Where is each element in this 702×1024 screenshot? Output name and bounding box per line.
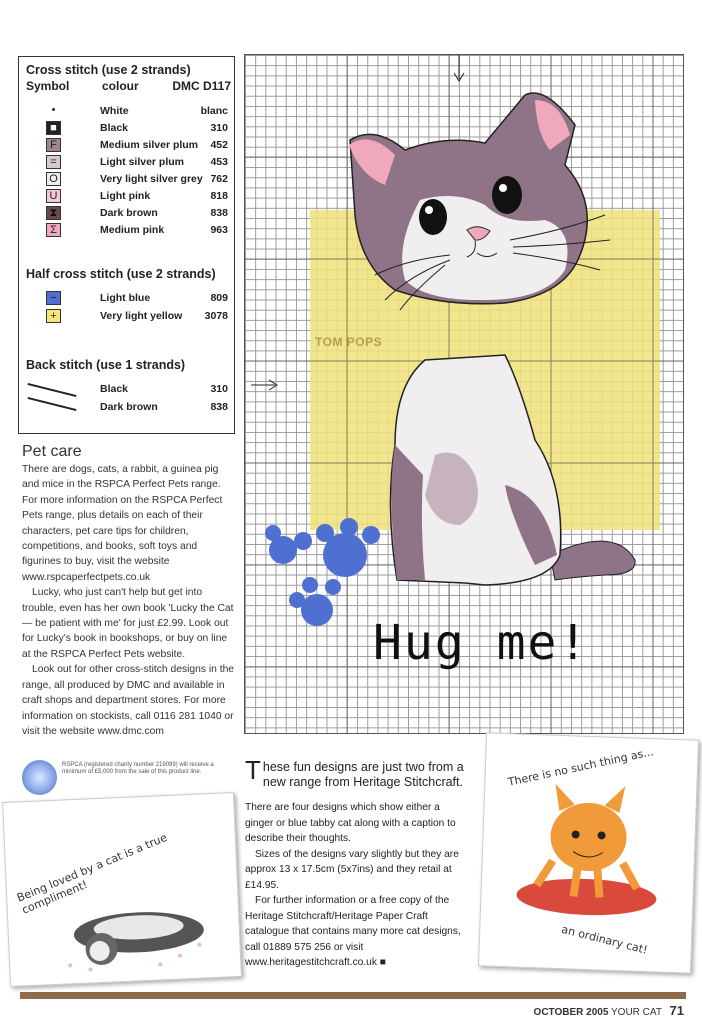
pet-care-paragraph: Look out for other cross-stitch designs in the range, all produced by DMC and available in craft shops and department stores. For more information on stockists, call 0116 281 1040 or visit the website www.dmc.com (22, 664, 235, 737)
stitch-key (18, 56, 235, 434)
pet-care-body (22, 462, 235, 739)
center-arrow-left-icon (251, 380, 277, 390)
colour-code: 838 (210, 207, 228, 219)
drop-cap: T (245, 755, 261, 785)
article-paragraph: For further information or a free copy of the Heritage Stitchcraft/Heritage Paper Craft catalogue that contains many more cat designs, call 01889 575 256 or visit www.heritagestitchcraft.co.uk ■ (245, 895, 461, 968)
colour-code: 3078 (204, 310, 228, 322)
issue-date: OCTOBER 2005 (533, 1007, 609, 1018)
colour-code: 310 (210, 122, 228, 134)
cross-stitch-title: Cross stitch (use 2 strands) (26, 63, 191, 77)
colour-name: White (100, 105, 129, 117)
article-paragraph: Sizes of the designs vary slightly but they are approx 13 x 17.5cm (5x7ins) and they retail at £14.95. (245, 848, 459, 891)
header-dmc: DMC D117 (172, 79, 231, 93)
colour-code: blanc (200, 105, 228, 117)
card-caption-top: There is no such thing as... (506, 745, 655, 789)
colour-name: Black (100, 122, 129, 134)
magazine-name: YOUR CAT (611, 1007, 662, 1018)
key-row (19, 290, 236, 307)
key-row (19, 171, 236, 188)
key-row (19, 381, 236, 398)
colour-name: Very light yellow (100, 310, 183, 322)
hug-me-caption: Hug me! (373, 615, 590, 671)
colour-name: Black (100, 383, 129, 395)
page-footer (534, 1003, 684, 1018)
cat-eye-right (492, 176, 522, 214)
cross-stitch-chart (244, 54, 684, 734)
lying-cat-illustration (3, 793, 241, 986)
colour-name: Medium silver plum (100, 139, 199, 151)
chart-watermark: TOM POPS (315, 335, 383, 349)
header-symbol: Symbol (26, 79, 70, 93)
pet-care-paragraph: There are dogs, cats, a rabbit, a guinea pig and mice in the RSPCA Perfect Pets range. For more information on the RSPCA Perfect Pets range, plus details on each of their characters, pet care tips for children, competitions, and books, soft toys and figurines to buy, visit the website www.rspcaperfectpets.co.uk (22, 464, 223, 583)
header-colour: colour (102, 79, 139, 93)
footer-bar (20, 992, 686, 999)
colour-code: 762 (210, 173, 228, 185)
page-number: 71 (669, 1003, 684, 1018)
key-row (19, 205, 236, 222)
pet-care-heading: Pet care (22, 443, 82, 460)
key-row (19, 308, 236, 325)
article-text (245, 755, 467, 971)
card-caption: Being loved by a cat is a true compliment! (15, 830, 170, 917)
key-row (19, 103, 236, 120)
card-ordinary-cat (478, 732, 699, 973)
cat-tail (550, 541, 635, 580)
symbol-cell: ■ (46, 121, 61, 135)
symbol-cell: ⧗ (46, 206, 61, 220)
colour-code: 453 (210, 156, 228, 168)
colour-code: 310 (210, 383, 228, 395)
rspca-note: RSPCA (registered charity number 219099) will receive a minimum of £5,000 from the sale of this product line. (62, 762, 214, 775)
symbol-cell: U (46, 189, 61, 203)
paw-prints (265, 518, 380, 626)
article-lead (245, 755, 467, 790)
colour-code: 452 (210, 139, 228, 151)
eye-highlight (425, 206, 433, 214)
colour-name: Very light silver grey (100, 173, 203, 185)
colour-code: 809 (210, 292, 228, 304)
colour-name: Dark brown (100, 207, 158, 219)
symbol-cell: = (46, 155, 61, 169)
article-body (245, 800, 467, 971)
cat-eye-left (419, 199, 447, 235)
symbol-cell: − (46, 291, 61, 305)
rspca-logo (22, 760, 57, 795)
article-paragraph: There are four designs which show either a ginger or blue tabby cat along with a caption to describe their thoughts. (245, 802, 456, 844)
colour-name: Light silver plum (100, 156, 185, 168)
symbol-cell: + (46, 309, 61, 323)
colour-code: 838 (210, 401, 228, 413)
key-row (19, 399, 236, 416)
card-caption-bottom: an ordinary cat! (560, 922, 649, 957)
key-row (19, 188, 236, 205)
symbol-cell: Σ (46, 223, 61, 237)
colour-code: 963 (210, 224, 228, 236)
symbol-cell: F (46, 138, 61, 152)
key-row (19, 120, 236, 137)
colour-name: Light blue (100, 292, 151, 304)
key-row (19, 137, 236, 154)
colour-name: Light pink (100, 190, 151, 202)
colour-name: Dark brown (100, 401, 158, 413)
back-stitch-title: Back stitch (use 1 strands) (26, 358, 186, 372)
key-row (19, 154, 236, 171)
eye-highlight (499, 184, 507, 192)
symbol-cell: • (51, 104, 56, 116)
card-being-loved (2, 792, 242, 987)
colour-name: Medium pink (100, 224, 165, 236)
center-arrow-top-icon (454, 55, 464, 81)
symbol-cell: O (46, 172, 61, 186)
half-stitch-title: Half cross stitch (use 2 strands) (26, 267, 216, 281)
lead-text: hese fun designs are just two from a new range from Heritage Stitchcraft. (262, 760, 464, 789)
key-row (19, 222, 236, 239)
pet-care-paragraph: Lucky, who just can't help but get into trouble, even has her own book 'Lucky the Cat — be patient with me' for just £2.99. Look out for Lucky's book in bookshops, or buy on line at the RSPCA Perfect Pets website. (22, 587, 234, 660)
colour-code: 818 (210, 190, 228, 202)
